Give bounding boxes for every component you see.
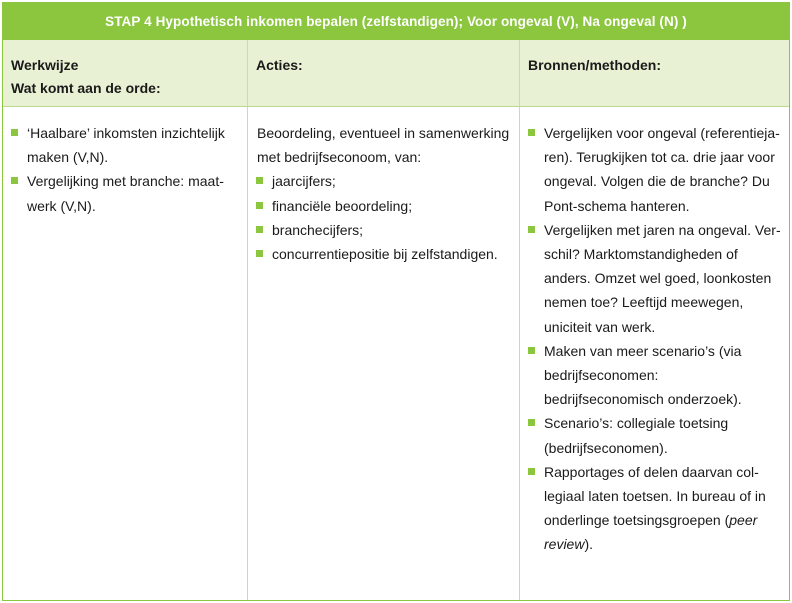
- list-item: [11, 169, 239, 217]
- list-item-text: Maken van meer scenario’s (via bedrijfseconomen: bedrijfseconomisch onderzoek).: [544, 342, 742, 408]
- header-werkwijze-line1: Werkwijze: [11, 57, 79, 73]
- list-item-text: Vergelijken voor ongeval (referentiejaren). Terugkijken tot ca. drie jaar voor ongeval. Volgen die de branche? Du Pont-schema hanteren.: [544, 125, 780, 214]
- square-bullet-icon: [256, 250, 263, 257]
- list-item-tail: ).: [584, 536, 594, 553]
- italic-term: peer review: [544, 512, 758, 553]
- list-item: [256, 194, 511, 218]
- list-item-text: concurrentiepositie bij zelfstandigen.: [272, 246, 498, 263]
- list-item: [256, 218, 511, 242]
- header-row: [3, 40, 789, 107]
- list-item-text: ‘Haalbare’ inkomsten inzichtelijk maken (V,N).: [27, 125, 225, 166]
- acties-intro: Beoordeling, eventueel in samenwerking met bedrijfseconoom, van:: [257, 125, 510, 166]
- square-bullet-icon: [528, 226, 535, 233]
- step-table: [2, 2, 790, 601]
- list-item: [528, 121, 781, 218]
- bronnen-list: [528, 121, 781, 557]
- acties-cell: [247, 107, 519, 600]
- header-bronnen-label: Bronnen/methoden:: [528, 57, 661, 73]
- header-werkwijze: [3, 40, 247, 106]
- werkwijze-list: [11, 121, 239, 218]
- square-bullet-icon: [528, 419, 535, 426]
- header-bronnen: [519, 40, 789, 106]
- acties-list: [256, 169, 511, 266]
- list-item-text: Vergelijken met jaren na ongeval. Verschil? Marktomstandigheden of anders. Omzet wel goed, loonkosten nemen toe? Leeftijd meewegen, uniciteit van werk.: [544, 221, 781, 335]
- list-item: [256, 242, 511, 266]
- list-item-text: financiële beoordeling;: [272, 197, 413, 214]
- square-bullet-icon: [256, 177, 263, 184]
- header-werkwijze-line2: Wat komt aan de orde:: [11, 80, 161, 96]
- square-bullet-icon: [528, 129, 535, 136]
- list-item: [11, 121, 239, 169]
- list-item-text: jaarcijfers;: [272, 173, 336, 190]
- bronnen-cell: [519, 107, 789, 600]
- square-bullet-icon: [256, 226, 263, 233]
- list-item: [528, 411, 781, 459]
- square-bullet-icon: [11, 177, 18, 184]
- header-acties-label: Acties:: [256, 57, 303, 73]
- list-item-text: Scenario’s: collegiale toetsing (bedrijfseconomen).: [544, 415, 729, 456]
- content-row: [3, 107, 789, 600]
- list-item: [528, 218, 781, 339]
- square-bullet-icon: [11, 129, 18, 136]
- list-item: [528, 460, 781, 557]
- table-title: STAP 4 Hypothetisch inkomen bepalen (zelfstandigen); Voor ongeval (V), Na ongeval (N) ): [3, 3, 789, 40]
- list-item: [256, 169, 511, 193]
- list-item-text: branchecijfers;: [272, 221, 364, 238]
- list-item-text: Rapportages of delen daarvan collegiaal laten toetsen. In bureau of in onderlinge toetsingsgroepen (: [544, 463, 766, 529]
- list-item: [528, 339, 781, 412]
- list-item-text: Vergelijking met branche: maatwerk (V,N).: [27, 173, 224, 214]
- square-bullet-icon: [528, 347, 535, 354]
- werkwijze-cell: [3, 107, 247, 600]
- square-bullet-icon: [256, 202, 263, 209]
- header-acties: [247, 40, 519, 106]
- square-bullet-icon: [528, 468, 535, 475]
